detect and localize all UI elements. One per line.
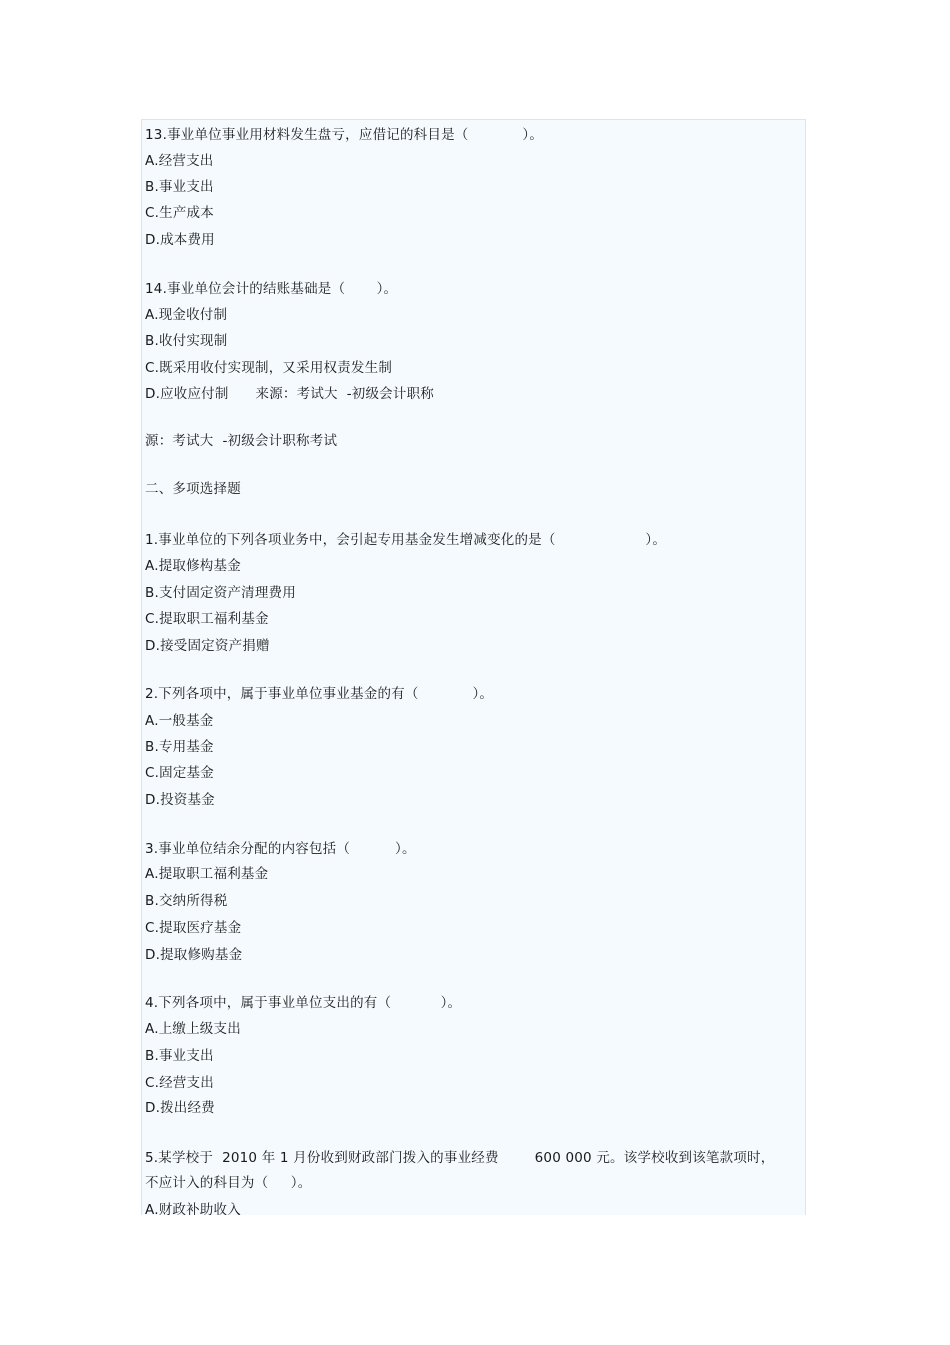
q13-option-c: C.生产成本 bbox=[145, 205, 214, 221]
mc1-option-b: B.支付固定资产清理费用 bbox=[145, 585, 296, 601]
mc2-option-d: D.投资基金 bbox=[145, 792, 215, 808]
source-note: 源：考试大 -初级会计职称考试 bbox=[145, 433, 338, 449]
section-heading: 二、多项选择题 bbox=[145, 481, 241, 497]
mc2-option-a: A.一般基金 bbox=[145, 713, 214, 729]
mc4-option-d: D.拨出经费 bbox=[145, 1100, 215, 1116]
q14-option-d: D.应收应付制 来源：考试大 -初级会计职称 bbox=[145, 386, 434, 402]
mc3-option-b: B.交纳所得税 bbox=[145, 893, 228, 909]
q14-option-c: C.既采用收付实现制，又采用权责发生制 bbox=[145, 360, 393, 376]
q14-option-a: A.现金收付制 bbox=[145, 307, 228, 323]
mc4-option-a: A.上缴上级支出 bbox=[145, 1021, 241, 1037]
q14-option-b: B.收付实现制 bbox=[145, 333, 228, 349]
mc1-option-a: A.提取修构基金 bbox=[145, 558, 241, 574]
mc1-option-c: C.提取职工福利基金 bbox=[145, 611, 269, 627]
mc-question-4: 4.下列各项中，属于事业单位支出的有（ ）。 bbox=[145, 995, 462, 1011]
question-13: 13.事业单位事业用材料发生盘亏，应借记的科目是（ ）。 bbox=[145, 127, 544, 143]
mc-question-1: 1.事业单位的下列各项业务中，会引起专用基金发生增减变化的是（ ）。 bbox=[145, 532, 667, 548]
mc2-option-b: B.专用基金 bbox=[145, 739, 214, 755]
mc3-option-c: C.提取医疗基金 bbox=[145, 920, 242, 936]
mc3-option-a: A.提取职工福利基金 bbox=[145, 866, 269, 882]
q13-option-d: D.成本费用 bbox=[145, 232, 215, 248]
question-14: 14.事业单位会计的结账基础是（ ）。 bbox=[145, 281, 398, 297]
mc1-option-d: D.接受固定资产捐赠 bbox=[145, 638, 270, 654]
q13-option-a: A.经营支出 bbox=[145, 153, 214, 169]
mc5-option-a: A.财政补助收入 bbox=[145, 1202, 241, 1215]
mc3-option-d: D.提取修购基金 bbox=[145, 947, 243, 963]
mc-question-3: 3.事业单位结余分配的内容包括（ ）。 bbox=[145, 841, 416, 857]
mc-question-2: 2.下列各项中，属于事业单位事业基金的有（ ）。 bbox=[145, 686, 494, 702]
mc2-option-c: C.固定基金 bbox=[145, 765, 214, 781]
mc4-option-c: C.经营支出 bbox=[145, 1075, 214, 1091]
mc4-option-b: B.事业支出 bbox=[145, 1048, 214, 1064]
document-panel bbox=[141, 119, 806, 1215]
mc-question-5: 5.某学校于 2010 年 1 月份收到财政部门拨入的事业经费 600 000 元。该学校收到该笔款项时， bbox=[145, 1150, 775, 1166]
q13-option-b: B.事业支出 bbox=[145, 179, 214, 195]
mc-question-5-cont: 不应计入的科目为（ ）。 bbox=[145, 1175, 312, 1191]
